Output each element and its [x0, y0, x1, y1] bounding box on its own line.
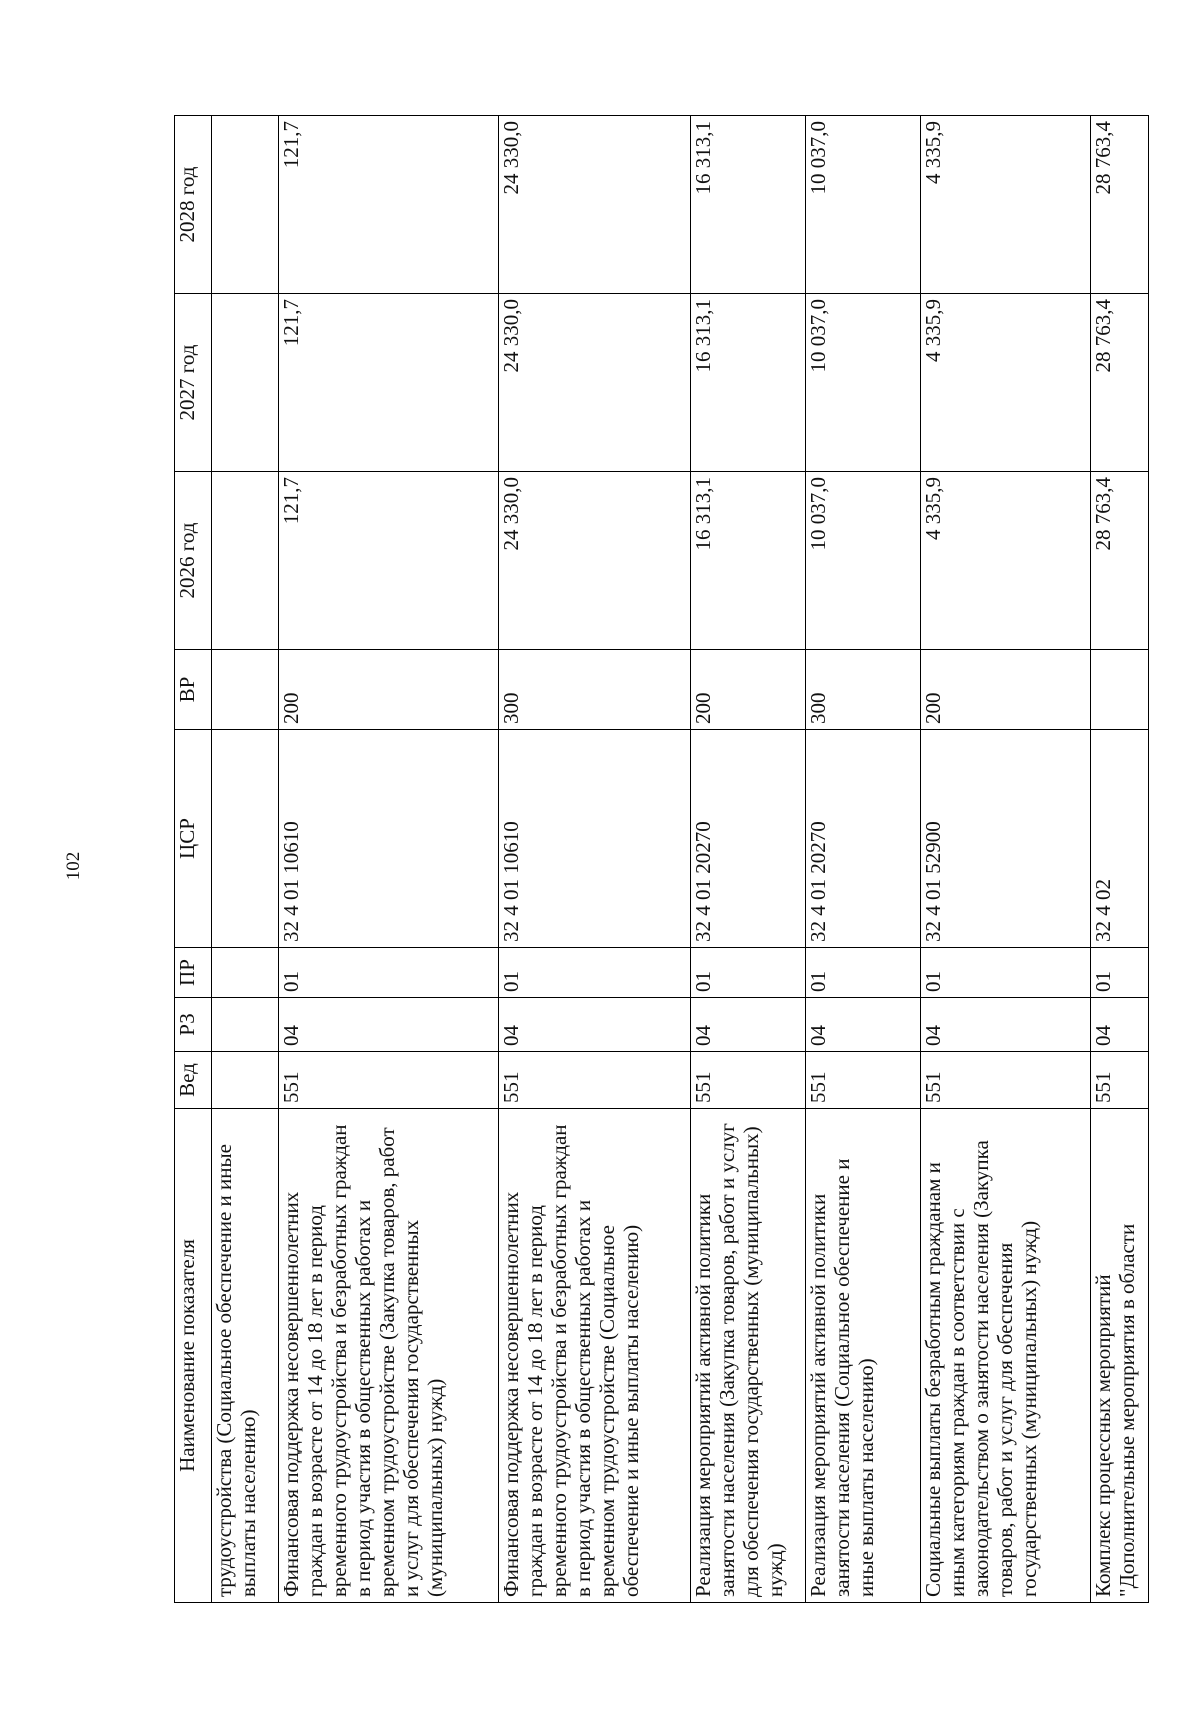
row-2026: 24 330,0 — [498, 472, 691, 650]
row-ved: 551 — [278, 1052, 498, 1109]
table-row — [920, 116, 1090, 1603]
row-2027: 4 335,9 — [920, 294, 1090, 472]
row-2026: 16 313,1 — [691, 472, 806, 650]
row-name: трудоустройства (Социальное обеспечение и иные выплаты населению) — [212, 1109, 279, 1603]
row-name: Реализация мероприятий активной политики занятости населения (Социальное обеспечение и иные выплаты населению) — [806, 1109, 921, 1603]
row-ved: 551 — [806, 1052, 921, 1109]
row-ved: 551 — [498, 1052, 691, 1109]
row-ved: 551 — [920, 1052, 1090, 1109]
row-csr: 32 4 01 52900 — [920, 730, 1090, 948]
table-header-row — [175, 116, 212, 1603]
header-pr: ПР — [175, 948, 212, 998]
header-csr: ЦСР — [175, 730, 212, 948]
row-rz: 04 — [498, 998, 691, 1052]
table-row — [1090, 116, 1148, 1603]
budget-table — [174, 115, 1149, 1603]
row-rz — [212, 998, 279, 1052]
row-name: Комплекс процессных мероприятий "Дополнительные мероприятия в области — [1090, 1109, 1148, 1603]
row-pr: 01 — [498, 948, 691, 998]
table-row — [806, 116, 921, 1603]
header-rz: РЗ — [175, 998, 212, 1052]
row-csr: 32 4 01 20270 — [806, 730, 921, 948]
header-2028: 2028 год — [175, 116, 212, 294]
row-name: Реализация мероприятий активной политики занятости населения (Закупка товаров, работ и услуг для обеспечения государственных (муниципальных) нужд) — [691, 1109, 806, 1603]
page-number: 102 — [63, 851, 84, 881]
row-2026: 28 763,4 — [1090, 472, 1148, 650]
row-pr: 01 — [920, 948, 1090, 998]
table-row — [212, 116, 279, 1603]
row-pr: 01 — [806, 948, 921, 998]
header-2026: 2026 год — [175, 472, 212, 650]
row-2026: 4 335,9 — [920, 472, 1090, 650]
row-2028: 16 313,1 — [691, 116, 806, 294]
row-csr: 32 4 01 20270 — [691, 730, 806, 948]
row-rz: 04 — [278, 998, 498, 1052]
table-row — [498, 116, 691, 1603]
row-csr: 32 4 01 10610 — [278, 730, 498, 948]
row-2028: 121,7 — [278, 116, 498, 294]
row-2027: 10 037,0 — [806, 294, 921, 472]
table-row — [691, 116, 806, 1603]
row-vr: 300 — [498, 650, 691, 730]
row-2026: 121,7 — [278, 472, 498, 650]
row-rz: 04 — [1090, 998, 1148, 1052]
row-csr: 32 4 01 10610 — [498, 730, 691, 948]
row-name: Финансовая поддержка несовершеннолетних граждан в возрасте от 14 до 18 лет в период временного трудоустройства и безработных граждан в период участия в общественных работах и временном трудоустройстве (Социальное обеспечение и иные выплаты населению) — [498, 1109, 691, 1603]
row-2027: 28 763,4 — [1090, 294, 1148, 472]
row-ved — [212, 1052, 279, 1109]
row-vr — [212, 650, 279, 730]
row-pr: 01 — [1090, 948, 1148, 998]
rotated-table-container — [174, 116, 1149, 1603]
row-pr: 01 — [278, 948, 498, 998]
row-2027: 121,7 — [278, 294, 498, 472]
row-name: Финансовая поддержка несовершеннолетних граждан в возрасте от 14 до 18 лет в период временного трудоустройства и безработных граждан в период участия в общественных работах и временном трудоустройстве (Закупка товаров, работ и услуг для обеспечения государственных (муниципальных) нужд) — [278, 1109, 498, 1603]
header-name: Наименование показателя — [175, 1109, 212, 1603]
row-rz: 04 — [920, 998, 1090, 1052]
row-pr — [212, 948, 279, 998]
row-rz: 04 — [691, 998, 806, 1052]
row-csr — [212, 730, 279, 948]
row-csr: 32 4 02 — [1090, 730, 1148, 948]
row-2028 — [212, 116, 279, 294]
row-vr: 200 — [920, 650, 1090, 730]
row-vr: 200 — [278, 650, 498, 730]
row-vr — [1090, 650, 1148, 730]
table-row — [278, 116, 498, 1603]
row-2026 — [212, 472, 279, 650]
row-2027: 16 313,1 — [691, 294, 806, 472]
row-2026: 10 037,0 — [806, 472, 921, 650]
row-vr: 200 — [691, 650, 806, 730]
row-name: Социальные выплаты безработным гражданам и иным категориям граждан в соответствии с законодательством о занятости населения (Закупка товаров, работ и услуг для обеспечения государственных (муниципальных) нужд) — [920, 1109, 1090, 1603]
row-2028: 4 335,9 — [920, 116, 1090, 294]
row-2027: 24 330,0 — [498, 294, 691, 472]
row-2028: 28 763,4 — [1090, 116, 1148, 294]
header-2027: 2027 год — [175, 294, 212, 472]
row-2028: 10 037,0 — [806, 116, 921, 294]
row-rz: 04 — [806, 998, 921, 1052]
row-2027 — [212, 294, 279, 472]
row-ved: 551 — [691, 1052, 806, 1109]
row-2028: 24 330,0 — [498, 116, 691, 294]
header-ved: Вед — [175, 1052, 212, 1109]
row-vr: 300 — [806, 650, 921, 730]
header-vr: ВР — [175, 650, 212, 730]
row-pr: 01 — [691, 948, 806, 998]
row-ved: 551 — [1090, 1052, 1148, 1109]
